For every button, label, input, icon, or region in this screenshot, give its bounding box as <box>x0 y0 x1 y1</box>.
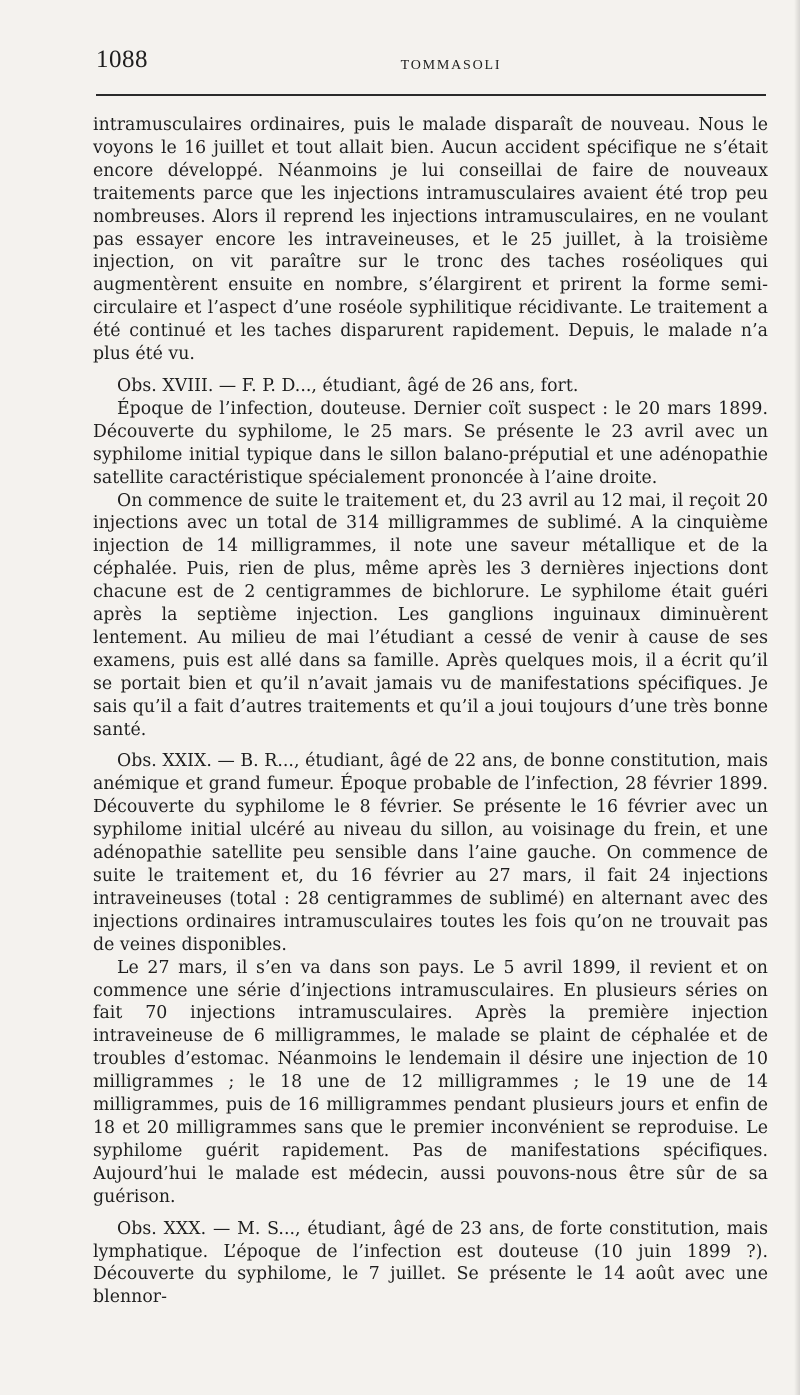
page-header <box>96 44 766 80</box>
paragraph-obs-xxx: Obs. XXX. — M. S..., étudiant, âgé de 23 ans, de forte constitution, mais lymphatique. L’époque de l’infection est douteuse (10 juin 1899 ?). Découverte du syphilome, le 7 juillet. Se présente le 14 août avec une blennor- <box>93 1218 768 1308</box>
paragraph-obs-xxix-followup: Le 27 mars, il s’en va dans son pays. Le 5 avril 1899, il revient et on commence une série d’injections intramusculaires. En plusieurs séries on fait 70 injections intramusculaires. Après la première injection intraveineuse de 6 milligrammes, le malade se plaint de céphalée et de troubles d’estomac. Néanmoins le lendemain il désire une injection de 10 milligrammes ; le 18 une de 12 milligrammes ; le 19 une de 14 milligrammes, puis de 16 milligrammes pendant plusieurs jours et enfin de 18 et 20 milligrammes sans que le premier inconvénient se reproduise. Le syphilome guérit rapidement. Pas de manifestations spécifiques. Aujourd’hui le malade est médecin, aussi pouvons-nous être sûr de sa guérison. <box>93 957 768 1207</box>
paragraph-obs-xxix: Obs. XXIX. — B. R..., étudiant, âgé de 22 ans, de bonne constitution, mais anémique et grand fumeur. Époque probable de l’infection, 28 février 1899. Découverte du syphilome le 8 février. Se présente le 16 février avec un syphilome initial ulcéré au niveau du sillon, au voisinage du frein, et une adénopathie satellite peu sensible dans l’aine gauche. On commence de suite le traitement et, du 16 février au 27 mars, il fait 24 injections intraveineuses (total : 28 centigrammes de sublimé) en alternant avec des injections ordinaires intramusculaires toutes les fois qu’on ne trouvait pas de veines disponibles. <box>93 751 768 955</box>
page-edge-shadow <box>794 0 800 1395</box>
paragraph-obs-xviii-heading: Obs. XVIII. — F. P. D..., étudiant, âgé de 26 ans, fort. <box>117 375 579 396</box>
header-rule <box>96 94 766 96</box>
paragraph-obs-xviii-treatment: On commence de suite le traitement et, du 23 avril au 12 mai, il reçoit 20 injections avec un total de 314 milligrammes de sublimé. A la cinquième injection de 14 milligrammes, il note une saveur métallique et de la céphalée. Puis, rien de plus, même après les 3 dernières injections dont chacune est de 2 centigrammes de bichlorure. Le syphilome était guéri après la septième injection. Les ganglions inguinaux diminuèrent lentement. Au milieu de mai l’étudiant a cessé de venir à cause de ses examens, puis est allé dans sa famille. Après quelques mois, il a écrit qu’il se portait bien et qu’il n’avait jamais vu de manifestations spécifiques. Je sais qu’il a fait d’autres traitements et qu’il a joui toujours d’une très bonne santé. <box>93 490 768 740</box>
page-number: 1088 <box>96 46 148 73</box>
paragraph-obs-xviii-infection: Époque de l’infection, douteuse. Dernier coït suspect : le 20 mars 1899. Découverte du syphilome, le 25 mars. Se présente le 23 avril avec un syphilome initial typique dans le sillon balano-préputial et une adénopathie satellite caractéristique spécialement prononcée à l’aine droite. <box>93 398 768 488</box>
body-text <box>93 114 768 1309</box>
running-head: TOMMASOLI <box>400 58 502 73</box>
paragraph-continuation: intramusculaires ordinaires, puis le malade disparaît de nouveau. Nous le voyons le 16 juillet et tout allait bien. Aucun accident spécifique ne s’était encore développé. Néanmoins je lui conseillai de faire de nouveaux traitements parce que les injections intramusculaires avaient été trop peu nombreuses. Alors il reprend les injections intramusculaires, en ne voulant pas essayer encore les intraveineuses, et le 25 juillet, à la troisième injection, on vit paraître sur le tronc des taches roséoliques qui augmentèrent ensuite en nombre, s’élargirent et prirent la forme semi-circulaire et l’aspect d’une roséole syphilitique récidivante. Le traitement a été continué et les taches disparurent rapidement. Depuis, le malade n’a plus été vu. <box>93 115 768 365</box>
